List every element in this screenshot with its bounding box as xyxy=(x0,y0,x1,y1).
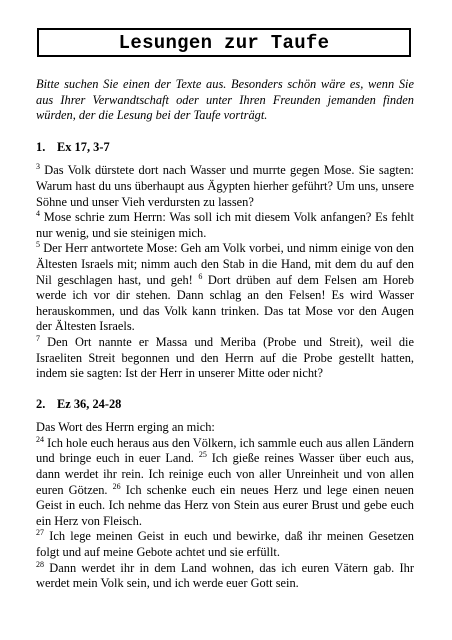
verse xyxy=(36,561,414,591)
verse-text: Das Volk dürstete dort nach Wasser und murrte gegen Mose. Sie sagten: Warum hast du uns überhaupt aus Ägypten hierher geführt? Um uns, unsere Söhne und unser Vieh verdursten zu lassen? xyxy=(36,163,414,209)
verse-text: Dann werdet ihr in dem Land wohnen, das ich euren Vätern gab. Ihr werdet mein Volk sein, und ich werde euer Gott sein. xyxy=(36,560,414,591)
reading-verses xyxy=(36,420,414,592)
verse-text: Den Ort nannte er Massa und Meriba (Probe und Streit), weil die Israeliten Streit begonnen und den Herrn auf die Probe gestellt hatten, indem sie sagten: Ist der Herr in unserer Mitte oder nicht? xyxy=(36,334,414,381)
reading-1 xyxy=(36,140,414,382)
intro-text: Bitte suchen Sie einen der Texte aus. Besonders schön wäre es, wenn Sie aus Ihrer Verwandtschaft oder unter Ihren Freunden jemanden finden würden, der die Lesung bei der Taufe vorträgt. xyxy=(36,77,414,123)
verse-number: 5 xyxy=(36,240,40,250)
reading-number: 2. xyxy=(36,396,46,411)
verse-text: Ich schenke euch ein neues Herz und lege einen neuen Geist in euch. Ich nehme das Herz von Stein aus eurer Brust und gebe euch ein Herz von Fleisch. xyxy=(36,482,414,528)
verse-text: Mose schrie zum Herrn: Was soll ich mit diesem Volk anfangen? Es fehlt nur wenig, und sie steinigen mich. xyxy=(36,210,414,240)
reading-verses xyxy=(36,163,414,381)
verse-text: Ich lege meinen Geist in euch und bewirke, daß ihr meinen Gesetzen folgt und auf meine Gebote achtet und sie erfüllt. xyxy=(36,529,414,560)
verse-text: Der Herr antwortete Mose: Geh am Volk vorbei, und nimm einige von den Ältesten Israels mit; nimm auch den Stab in die Hand, mit dem du auf den Nil geschlagen hast, und geh! xyxy=(36,241,414,287)
verse-number: 27 xyxy=(36,528,44,538)
verse xyxy=(36,335,414,380)
verse-number: 28 xyxy=(36,559,44,569)
reading-heading xyxy=(36,397,414,413)
verse xyxy=(36,163,414,208)
reading-reference: Ex 17, 3-7 xyxy=(57,139,110,154)
reading-2 xyxy=(36,397,414,592)
verse-number: 6 xyxy=(198,271,203,281)
verse-number: 26 xyxy=(112,481,121,491)
verse xyxy=(36,210,414,240)
reading-heading xyxy=(36,140,414,156)
verse-number: 4 xyxy=(36,209,40,219)
reading-number: 1. xyxy=(36,139,46,154)
verse-number: 25 xyxy=(198,450,207,460)
title-box xyxy=(37,28,411,57)
verse-text: Dort drüben auf dem Felsen am Horeb werde ich vor dir stehen. Dann schlag an den Felsen! Es wird Wasser herauskommen, und das Volk kann trinken. Das tat Mose vor den Augen der Ältesten Israels. xyxy=(36,272,414,334)
page-title: Lesungen zur Taufe xyxy=(118,31,330,54)
reading-lead: Das Wort des Herrn erging an mich: xyxy=(36,420,215,435)
verse-number: 7 xyxy=(36,333,40,343)
document-body xyxy=(36,77,414,607)
reading-reference: Ez 36, 24-28 xyxy=(57,396,122,411)
verse-number: 3 xyxy=(36,162,40,172)
verse-number: 24 xyxy=(36,434,44,444)
verse-text: Ich gieße reines Wasser über euch aus, dann werdet ihr rein. Ich reinige euch von aller Unreinheit und von allen euren Götzen. xyxy=(36,451,414,497)
verse-text: Ich hole euch heraus aus den Völkern, ich sammle euch aus allen Ländern und bringe euch in euer Land. xyxy=(36,435,414,466)
verse xyxy=(36,529,414,559)
